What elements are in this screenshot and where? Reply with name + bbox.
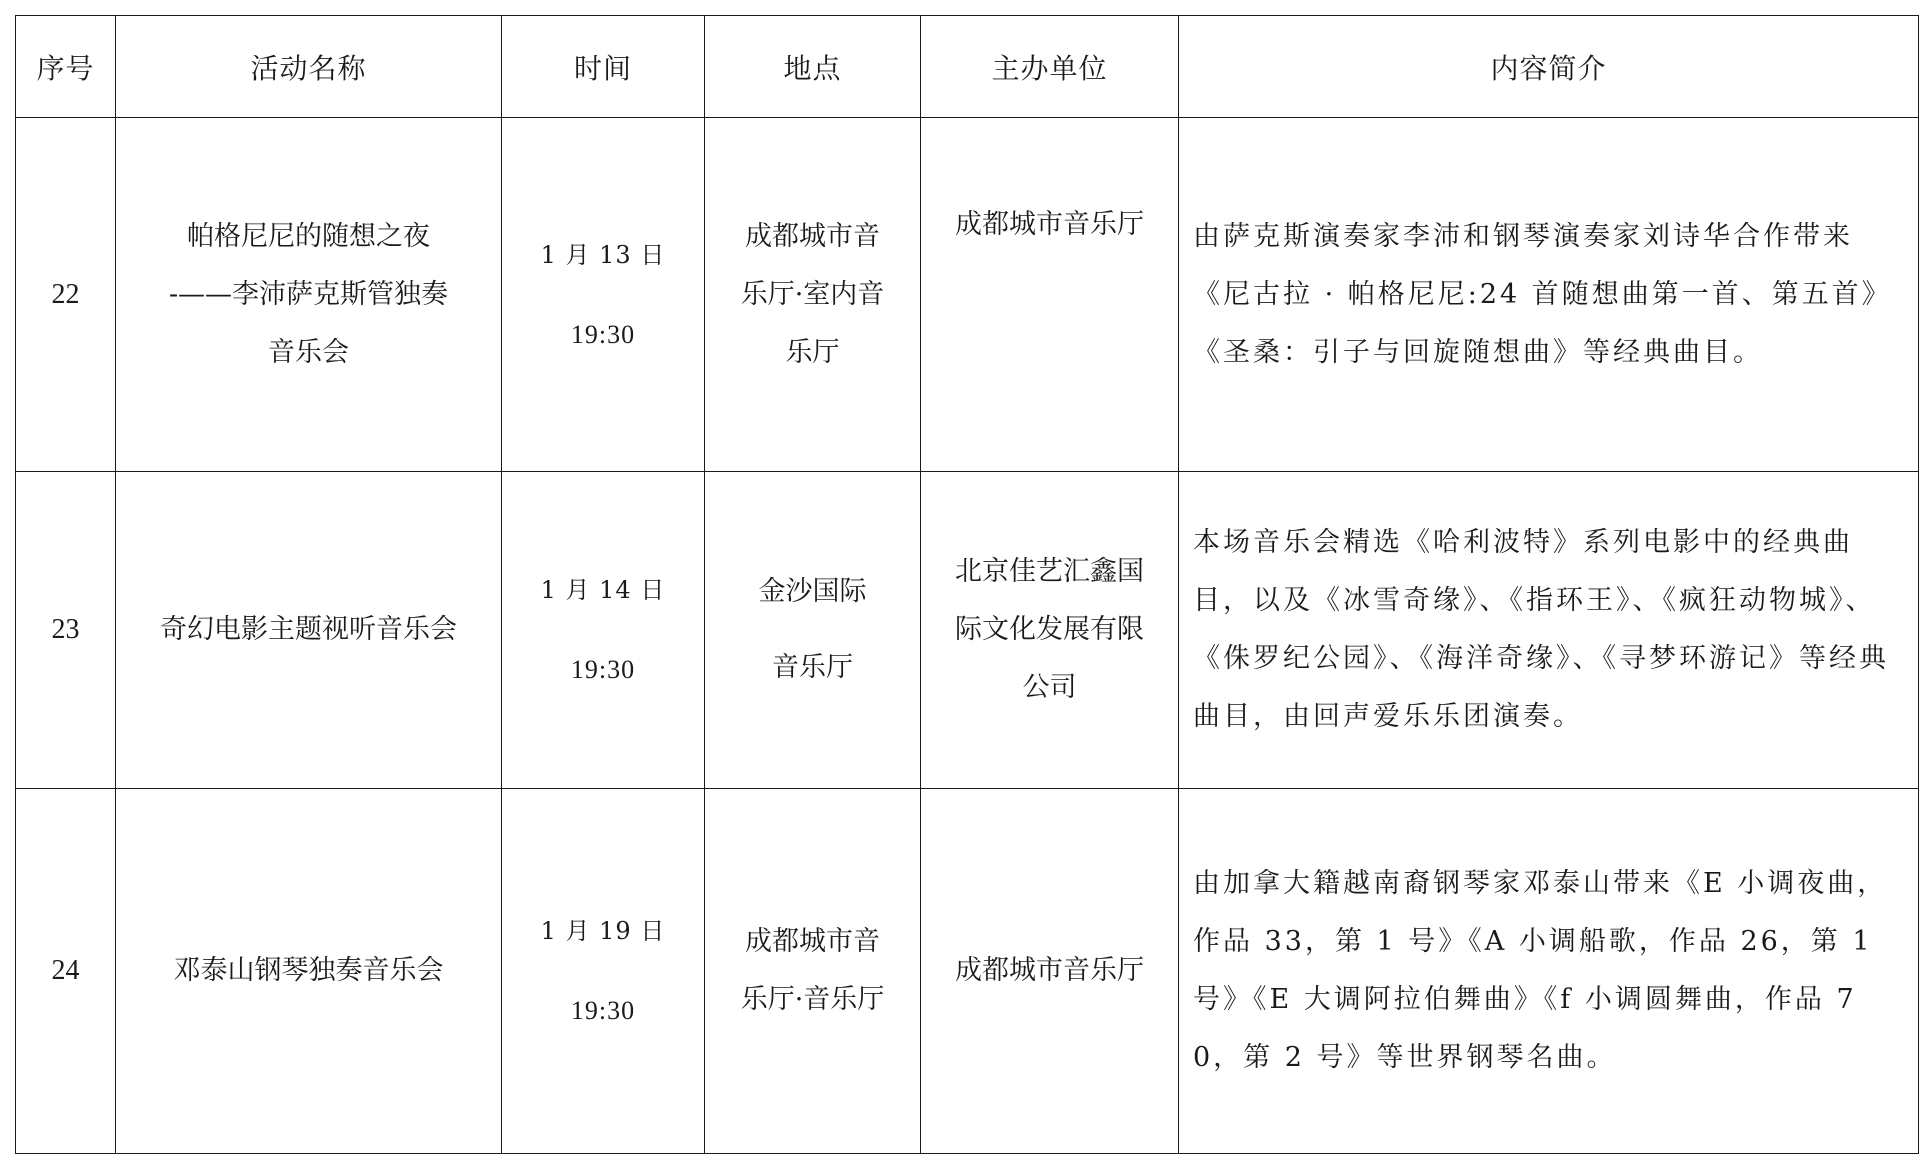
organizer-line: 成都城市音乐厅	[955, 209, 1144, 240]
organizer-line: 公司	[1022, 672, 1077, 703]
venue-line: 金沙国际	[758, 576, 867, 607]
venue-line: 成都城市音	[745, 926, 880, 957]
event-table-wrapper	[15, 15, 1918, 1075]
header-name: 活动名称	[116, 16, 502, 118]
venue-line: 乐厅·室内音	[740, 278, 885, 310]
table-row	[16, 472, 1919, 789]
name-line: -——李沛萨克斯管独奏	[168, 278, 449, 310]
header-time: 时间	[502, 16, 705, 118]
cell-venue	[705, 118, 921, 472]
clock-text: 19:30	[570, 655, 636, 684]
cell-venue	[705, 789, 921, 1154]
cell-name	[116, 472, 502, 789]
header-organizer: 主办单位	[921, 16, 1179, 118]
clock-text: 19:30	[570, 996, 636, 1025]
venue-line: 音乐厅	[772, 652, 853, 683]
venue-line: 乐厅	[785, 336, 840, 368]
organizer-line: 际文化发展有限	[955, 614, 1144, 645]
table-row	[16, 789, 1919, 1154]
name-line: 奇幻电影主题视听音乐会	[160, 614, 457, 645]
cell-organizer	[921, 789, 1179, 1154]
cell-seq: 23	[16, 472, 116, 789]
date-text: 1 月 19 日	[540, 917, 666, 945]
organizer-line: 成都城市音乐厅	[955, 955, 1144, 986]
cell-seq: 24	[16, 789, 116, 1154]
cell-intro: 由加拿大籍越南裔钢琴家邓泰山带来《E 小调夜曲，作品 33，第 1 号》《A 小调船歌，作品 26，第 1 号》《E 大调阿拉伯舞曲》《f 小调圆舞曲，作品 70，第 2 号》等世界钢琴名曲。	[1179, 789, 1919, 1154]
header-row	[16, 16, 1919, 118]
cell-time	[502, 118, 705, 472]
cell-intro: 由萨克斯演奏家李沛和钢琴演奏家刘诗华合作带来《尼古拉 · 帕格尼尼:24 首随想曲第一首、第五首》《圣桑：引子与回旋随想曲》等经典曲目。	[1179, 118, 1919, 472]
cell-name	[116, 118, 502, 472]
cell-organizer	[921, 472, 1179, 789]
organizer-line: 北京佳艺汇鑫国	[955, 556, 1144, 587]
cell-organizer	[921, 118, 1179, 472]
event-schedule-table	[15, 15, 1919, 1154]
clock-text: 19:30	[570, 319, 636, 349]
cell-name	[116, 789, 502, 1154]
name-line: 邓泰山钢琴独奏音乐会	[173, 955, 444, 986]
cell-intro: 本场音乐会精选《哈利波特》系列电影中的经典曲目，以及《冰雪奇缘》、《指环王》、《疯狂动物城》、《侏罗纪公园》、《海洋奇缘》、《寻梦环游记》等经典曲目，由回声爱乐乐团演奏。	[1179, 472, 1919, 789]
venue-line: 成都城市音	[745, 220, 880, 252]
header-venue: 地点	[705, 16, 921, 118]
date-text: 1 月 14 日	[540, 576, 666, 604]
venue-line: 乐厅·音乐厅	[740, 984, 885, 1015]
header-intro: 内容简介	[1179, 16, 1919, 118]
cell-seq: 22	[16, 118, 116, 472]
cell-time	[502, 472, 705, 789]
cell-venue	[705, 472, 921, 789]
cell-time	[502, 789, 705, 1154]
table-row	[16, 118, 1919, 472]
header-seq: 序号	[16, 16, 116, 118]
name-line: 帕格尼尼的随想之夜	[187, 220, 430, 252]
date-text: 1 月 13 日	[540, 240, 666, 269]
name-line: 音乐会	[268, 336, 349, 368]
